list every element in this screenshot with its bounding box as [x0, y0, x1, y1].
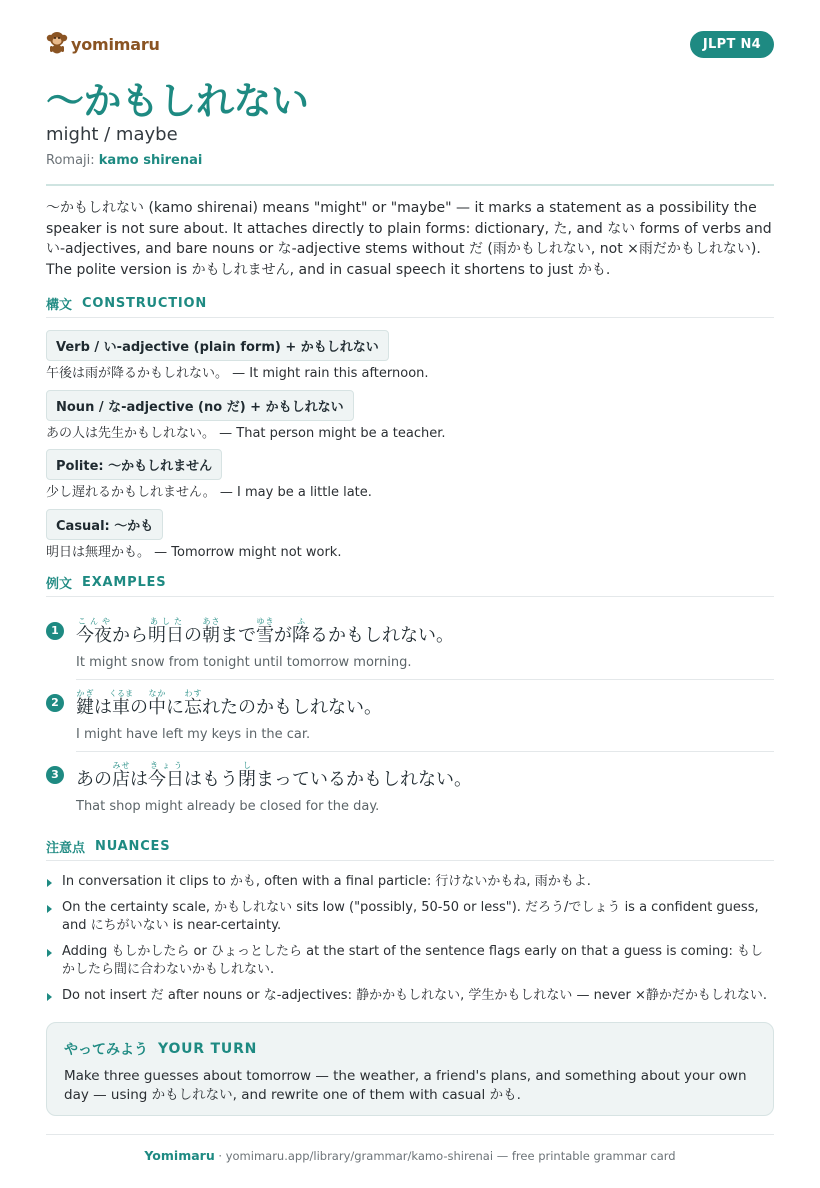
- sentence-text: まっているかもしれない。: [256, 769, 472, 790]
- your-turn-heading: [64, 1039, 756, 1059]
- jlpt-level-badge: JLPT N4: [690, 31, 774, 58]
- furigana-reading: かぎ: [76, 689, 94, 698]
- furigana-word: 中なか: [148, 689, 166, 718]
- nuance-item: [46, 943, 774, 979]
- example-number: 1: [46, 622, 64, 640]
- bullet-arrow-icon: [47, 993, 52, 1001]
- furigana-word: 今夜こんや: [76, 617, 112, 646]
- construction-example: あの人は先生かもしれない。 — That person might be a teacher.: [46, 426, 446, 441]
- nuances-heading: [46, 839, 774, 861]
- furigana-word: 閉し: [238, 761, 256, 790]
- furigana-word: 明日あした: [148, 617, 184, 646]
- furigana-reading: あさ: [202, 617, 220, 626]
- construction-example: 明日は無理かも。 — Tomorrow might not work.: [46, 545, 342, 560]
- nuance-item: [46, 873, 774, 891]
- construction-example: 午後は雨が降るかもしれない。 — It might rain this afternoon.: [46, 366, 429, 381]
- furigana-word: 降ふ: [292, 617, 310, 646]
- sentence-text: の: [130, 697, 148, 718]
- furigana-word: 今日きょう: [148, 761, 184, 790]
- nuance-text: In conversation it clips to かも, often with a final particle: 行けないかもね, 雨かもよ.: [62, 874, 591, 889]
- furigana-word: 店みせ: [112, 761, 130, 790]
- construction-pattern: Verb / い-adjective (plain form) + かもしれない: [46, 330, 389, 361]
- construction-example: 少し遅れるかもしれません。 — I may be a little late.: [46, 485, 372, 500]
- romaji-line: [46, 153, 202, 168]
- sentence-text: まで: [220, 625, 256, 646]
- footer-brand[interactable]: Yomimaru: [144, 1148, 215, 1163]
- example-english: That shop might already be closed for the day.: [76, 799, 380, 814]
- bullet-arrow-icon: [47, 905, 52, 913]
- example-english: I might have left my keys in the car.: [76, 727, 311, 742]
- example-japanese: [76, 761, 472, 791]
- sentence-text: はもう: [184, 769, 238, 790]
- furigana-reading: し: [238, 761, 256, 770]
- your-turn-panel: [46, 1022, 774, 1116]
- nuance-item: [46, 899, 774, 935]
- romaji-value: kamo shirenai: [98, 153, 203, 168]
- footer: [46, 1148, 774, 1163]
- intro-paragraph: 〜かもしれない (kamo shirenai) means "might" or "maybe" — it marks a statement as a possibility the speaker is not sure about. It attaches directly to plain forms: dictionary, た, and ない forms of verbs and い-adjectives, and bare nouns or な-adjective stems without だ (雨かもしれない, not ×雨だかもしれない). The polite version is かもしれません, and in casual speech it shortens to just かも.: [46, 200, 772, 278]
- bullet-arrow-icon: [47, 949, 52, 957]
- construction-heading-en: CONSTRUCTION: [82, 296, 208, 311]
- sentence-text: あの: [76, 769, 112, 790]
- sentence-text: は: [94, 697, 112, 718]
- grammar-card: [46, 0, 774, 1188]
- example-number: 2: [46, 694, 64, 712]
- bullet-arrow-icon: [47, 879, 52, 887]
- header-divider: [46, 184, 774, 186]
- furigana-reading: こんや: [76, 617, 112, 626]
- brand-name: yomimaru: [71, 34, 160, 54]
- example-item: [46, 676, 774, 752]
- furigana-reading: あした: [148, 617, 184, 626]
- romaji-label: Romaji:: [46, 153, 95, 168]
- furigana-reading: わす: [184, 689, 202, 698]
- furigana-reading: ゆき: [256, 617, 274, 626]
- nuance-text: Adding もしかしたら or ひょっとしたら at the start of the sentence flags early on that a guess is coming: もしかしたら間に合わないかもしれない.: [62, 944, 764, 977]
- furigana-reading: みせ: [112, 761, 130, 770]
- example-number: 3: [46, 766, 64, 784]
- furigana-reading: なか: [148, 689, 166, 698]
- example-item: [46, 748, 774, 820]
- sentence-text: に: [166, 697, 184, 718]
- sentence-text: るかもしれない。: [310, 625, 454, 646]
- sentence-text: から: [112, 625, 148, 646]
- furigana-word: 鍵かぎ: [76, 689, 94, 718]
- sentence-text: れたのかもしれない。: [202, 697, 382, 718]
- top-bar: [46, 30, 774, 58]
- example-japanese: [76, 689, 382, 719]
- monkey-mascot-icon: [46, 30, 68, 58]
- brand-logo[interactable]: [46, 30, 160, 58]
- furigana-word: 車くるま: [109, 689, 133, 718]
- construction-heading-jp: 構文: [46, 298, 73, 313]
- footer-divider: [46, 1134, 774, 1135]
- construction-pattern: Casual: 〜かも: [46, 509, 163, 540]
- nuance-text: Do not insert だ after nouns or な-adjectives: 静かかもしれない, 学生かもしれない — never ×静かだかもしれない.: [62, 988, 768, 1003]
- construction-pattern: Noun / な-adjective (no だ) + かもしれない: [46, 390, 354, 421]
- your-turn-heading-en: YOUR TURN: [158, 1041, 258, 1057]
- nuances-heading-jp: 注意点: [46, 841, 86, 856]
- sentence-text: が: [274, 625, 292, 646]
- examples-heading-jp: 例文: [46, 577, 73, 592]
- example-item: [46, 604, 774, 680]
- examples-heading: [46, 575, 774, 597]
- footer-url-text[interactable]: · yomimaru.app/library/grammar/kamo-shirenai — free printable grammar card: [214, 1149, 676, 1163]
- nuance-text: On the certainty scale, かもしれない sits low ("possibly, 50-50 or less"). だろう/でしょう is a confident guess, and にちがいない is near-certainty.: [62, 900, 759, 933]
- nuances-heading-en: NUANCES: [95, 839, 171, 854]
- furigana-reading: ふ: [292, 617, 310, 626]
- example-japanese: [76, 617, 454, 647]
- furigana-reading: くるま: [109, 689, 133, 698]
- examples-heading-en: EXAMPLES: [82, 575, 167, 590]
- sentence-text: は: [130, 769, 148, 790]
- furigana-reading: きょう: [148, 761, 184, 770]
- your-turn-text: Make three guesses about tomorrow — the weather, a friend's plans, and something about your own day — using かもしれない, and rewrite one of them with casual かも.: [64, 1068, 747, 1103]
- construction-pattern: Polite: 〜かもしれません: [46, 449, 222, 480]
- furigana-word: 朝あさ: [202, 617, 220, 646]
- furigana-word: 雪ゆき: [256, 617, 274, 646]
- your-turn-heading-jp: やってみよう: [64, 1042, 148, 1058]
- nuance-item: [46, 987, 774, 1005]
- sentence-text: の: [184, 625, 202, 646]
- construction-heading: [46, 296, 774, 318]
- grammar-meaning: might / maybe: [46, 124, 178, 145]
- grammar-title: 〜かもしれない: [46, 79, 309, 123]
- furigana-word: 忘わす: [184, 689, 202, 718]
- example-english: It might snow from tonight until tomorrow morning.: [76, 655, 412, 670]
